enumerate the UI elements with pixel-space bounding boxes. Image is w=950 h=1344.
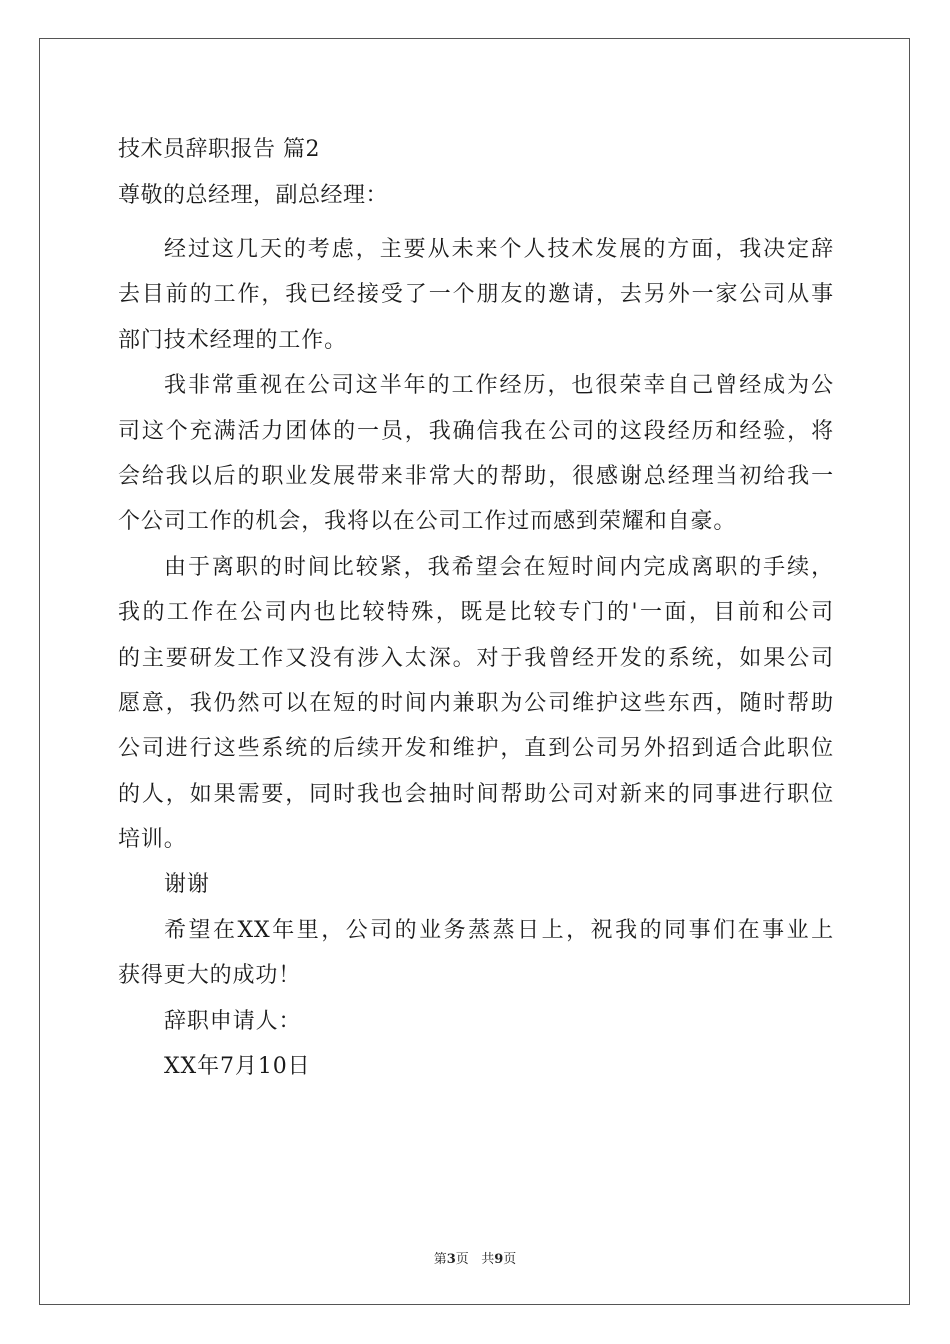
paragraph-line: 愿意，我仍然可以在短的时间内兼职为公司维护这些东西，随时帮助 (118, 690, 834, 716)
paragraph-line: 获得更大的成功！ (118, 963, 302, 989)
page-footer (0, 1248, 950, 1267)
footer-page-total: 9 (494, 1252, 504, 1267)
paragraph-line: 个公司工作的机会，我将以在公司工作过而感到荣耀和自豪。 (118, 509, 737, 535)
document-heading: 技术员辞职报告 篇2 (118, 137, 320, 162)
footer-total-prefix: 共 (481, 1252, 495, 1267)
paragraph-1 (118, 227, 834, 363)
salutation: 尊敬的总经理，副总经理： (118, 183, 389, 208)
paragraph-line: 的人，如果需要，同时我也会抽时间帮助公司对新来的同事进行职位 (118, 781, 834, 807)
footer-page-current: 3 (446, 1252, 456, 1267)
paragraph-line: 会给我以后的职业发展带来非常大的帮助，很感谢总经理当初给我一 (118, 463, 834, 489)
paragraph-line: 经过这几天的考虑，主要从未来个人技术发展的方面，我决定辞 (164, 237, 834, 262)
paragraph-line: 的主要研发工作又没有涉入太深。对于我曾经开发的系统，如果公司 (118, 645, 834, 671)
paragraph-3 (118, 545, 834, 863)
paragraph-date (118, 1044, 834, 1089)
paragraph-line: 司这个充满活力团体的一员，我确信我在公司的这段经历和经验，将 (118, 418, 834, 444)
paragraph-line: 希望在XX年里，公司的业务蒸蒸日上，祝我的同事们在事业上 (164, 917, 834, 943)
footer-page-prefix: 第 (433, 1252, 447, 1267)
paragraph-applicant (118, 999, 834, 1044)
paragraph-line: 我的工作在公司内也比较特殊，既是比较专门的'一面，目前和公司 (118, 600, 834, 626)
document-body (118, 127, 834, 1089)
paragraph-wishes (118, 908, 834, 999)
date-line: XX年7月10日 (164, 1054, 311, 1080)
paragraph-line: 部门技术经理的工作。 (118, 327, 348, 353)
paragraph-line: 公司进行这些系统的后续开发和维护，直到公司另外招到适合此职位 (118, 736, 834, 762)
thanks-line: 谢谢 (164, 872, 210, 898)
paragraph-line: 我非常重视在公司这半年的工作经历，也很荣幸自己曾经成为公 (164, 373, 834, 399)
footer-total-suffix: 页 (503, 1252, 517, 1267)
paragraph-line: 由于离职的时间比较紧，我希望会在短时间内完成离职的手续， (164, 554, 834, 580)
paragraph-line: 去目前的工作，我已经接受了一个朋友的邀请，去另外一家公司从事 (118, 282, 834, 308)
paragraph-2 (118, 363, 834, 545)
paragraph-thanks (118, 862, 834, 907)
applicant-line: 辞职申请人： (164, 1008, 302, 1034)
footer-page-suffix: 页 (455, 1252, 469, 1267)
paragraph-line: 培训。 (118, 827, 187, 853)
